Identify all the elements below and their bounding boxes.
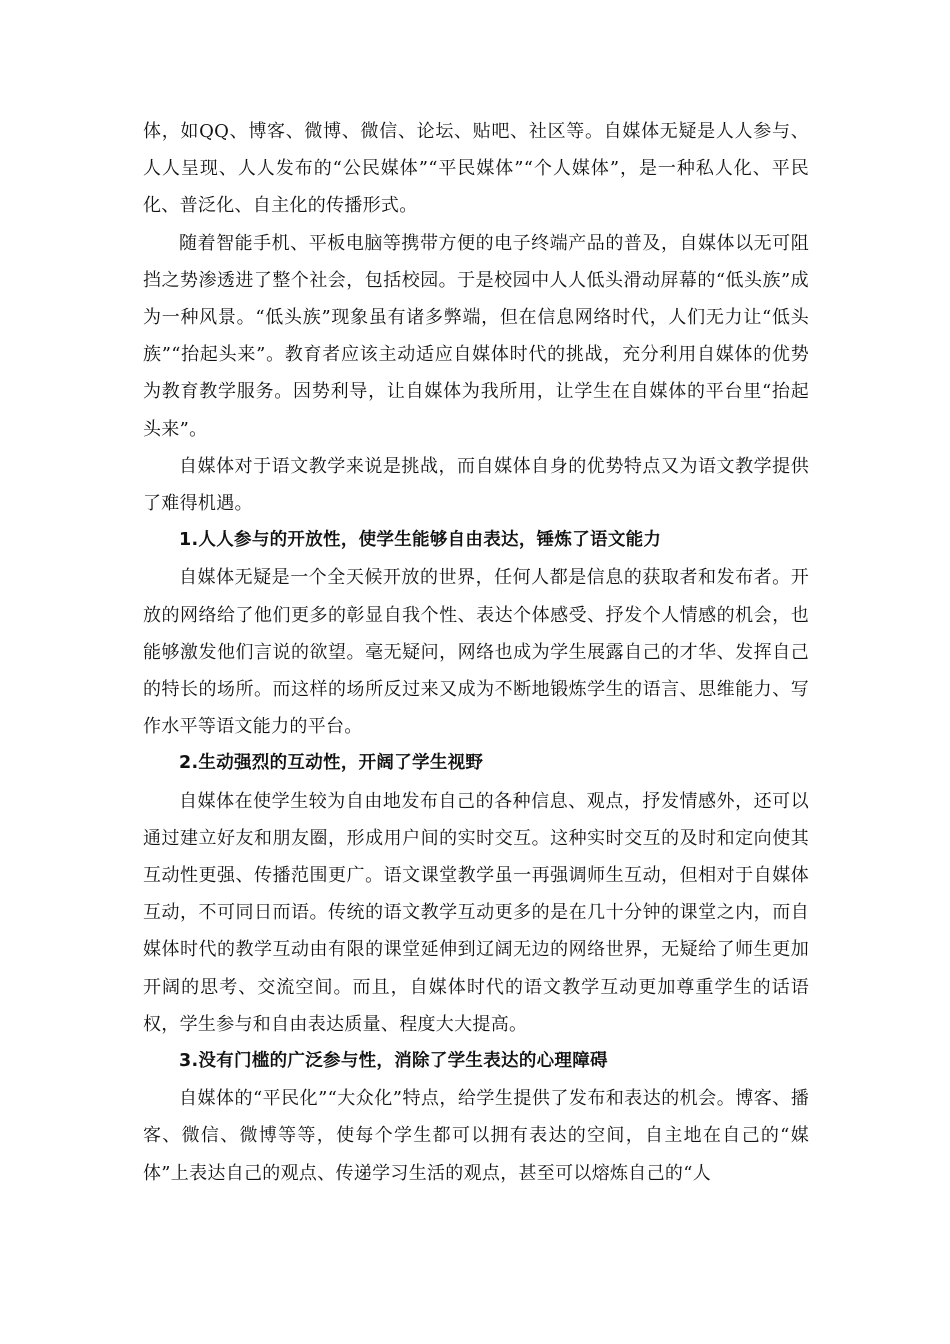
paragraph-continuation: 体，如QQ、博客、微博、微信、论坛、贴吧、社区等。自媒体无疑是人人参与、人人呈现、人人发布的“公民媒体”“平民媒体”“个人媒体”，是一种私人化、平民化、普泛化、自主化的传播形式。 <box>143 121 809 217</box>
paragraph-challenge-opportunity: 自媒体对于语文教学来说是挑战，而自媒体自身的优势特点又为语文教学提供了难得机遇。 <box>143 455 809 515</box>
paragraph-interactivity: 自媒体在使学生较为自由地发布自己的各种信息、观点，抒发情感外，还可以通过建立好友和朋友圈，形成用户间的实时交互。这种实时交互的及时和定向使其互动性更强、传播范围更广。语文课堂教学虽一再强调师生互动，但相对于自媒体互动，不可同日而语。传统的语文教学互动更多的是在几十分钟的课堂之内，而自媒体时代的教学互动由有限的课堂延伸到辽阔无边的网络世界，无疑给了师生更加开阔的思考、交流空间。而且，自媒体时代的语文教学互动更加尊重学生的话语权，学生参与和自由表达质量、程度大大提高。 <box>143 790 809 1035</box>
section-heading-3: 3.没有门槛的广泛参与性，消除了学生表达的心理障碍 <box>179 1051 608 1072</box>
paragraph-low-head-tribe: 随着智能手机、平板电脑等携带方便的电子终端产品的普及，自媒体以无可阻挡之势渗透进了整个社会，包括校园。于是校园中人人低头滑动屏幕的“低头族”成为一种风景。“低头族”现象虽有诸多弊端，但在信息网络时代，人们无力让“低头族”“抬起头来”。教育者应该主动适应自媒体时代的挑战，充分利用自媒体的优势为教育教学服务。因势利导，让自媒体为我所用，让学生在自媒体的平台里“抬起头来”。 <box>143 232 809 440</box>
section-heading-2: 2.生动强烈的互动性，开阔了学生视野 <box>179 753 484 774</box>
paragraph-openness: 自媒体无疑是一个全天候开放的世界，任何人都是信息的获取者和发布者。开放的网络给了他们更多的彰显自我个性、表达个体感受、抒发个人情感的机会，也能够激发他们言说的欲望。毫无疑问，网络也成为学生展露自己的才华、发挥自己的特长的场所。而这样的场所反过来又成为不断地锻炼学生的语言、思维能力、写作水平等语文能力的平台。 <box>143 567 809 738</box>
section-heading-1: 1.人人参与的开放性，使学生能够自由表达，锤炼了语文能力 <box>179 530 662 551</box>
paragraph-participation: 自媒体的“平民化”“大众化”特点，给学生提供了发布和表达的机会。博客、播客、微信、微博等等，使每个学生都可以拥有表达的空间，自主地在自己的“媒体”上表达自己的观点、传递学习生活的观点，甚至可以熔炼自己的“人 <box>143 1088 809 1184</box>
article-body <box>143 113 809 1192</box>
